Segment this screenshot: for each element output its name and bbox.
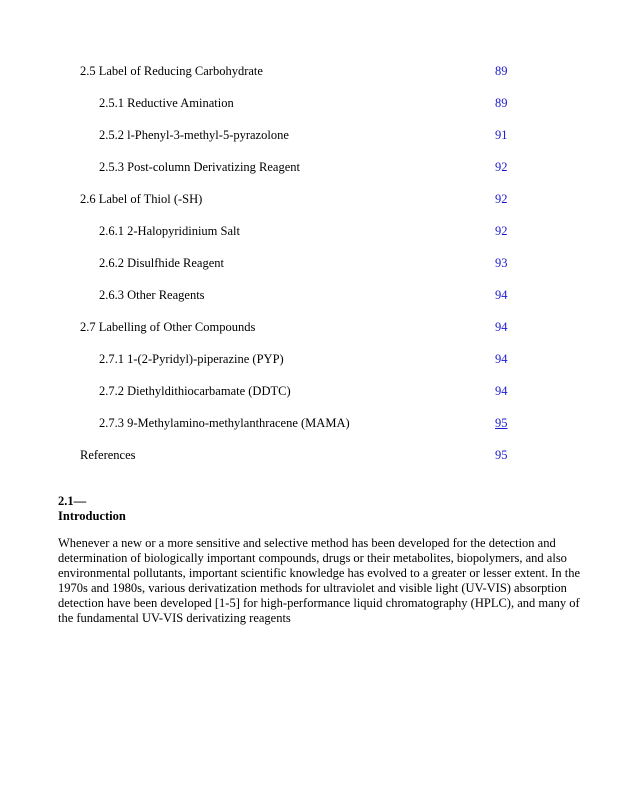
toc-entry-2-5-3 xyxy=(0,157,640,177)
toc-entry-page-link[interactable]: 91 xyxy=(495,128,508,142)
toc-entry-title: 2.7 Labelling of Other Compounds xyxy=(80,320,256,334)
toc-entry-2-7-1 xyxy=(0,349,640,369)
toc-entry-title: References xyxy=(80,448,136,462)
toc-entry-title: 2.7.2 Diethyldithiocarbamate (DDTC) xyxy=(99,384,291,398)
toc-entry-title: 2.6.1 2-Halopyridinium Salt xyxy=(99,224,240,238)
toc-entry-page-link[interactable]: 92 xyxy=(495,192,508,206)
toc-entry-2-5 xyxy=(0,61,640,81)
toc-entry-title: 2.7.3 9-Methylamino-methylanthracene (MAMA) xyxy=(99,416,350,430)
toc-entry-2-5-2 xyxy=(0,125,640,145)
toc-entry-title: 2.6.3 Other Reagents xyxy=(99,288,205,302)
toc-entry-page-link[interactable]: 89 xyxy=(495,96,508,110)
toc-entry-title: 2.6 Label of Thiol (-SH) xyxy=(80,192,203,206)
section-number: 2.1— xyxy=(58,494,87,508)
toc-entry-references xyxy=(0,445,640,465)
toc-entry-page-link[interactable]: 89 xyxy=(495,64,508,78)
toc-entry-page-link[interactable]: 94 xyxy=(495,352,508,366)
toc-entry-title: 2.5.1 Reductive Amination xyxy=(99,96,234,110)
toc-entry-title: 2.5 Label of Reducing Carbohydrate xyxy=(80,64,263,78)
toc-entry-page-link[interactable]: 93 xyxy=(495,256,508,270)
toc-entry-page-link[interactable]: 94 xyxy=(495,320,508,334)
toc-entry-2-7-3 xyxy=(0,413,640,433)
section-title: Introduction xyxy=(58,509,126,523)
toc-entry-2-7-2 xyxy=(0,381,640,401)
toc-entry-2-7 xyxy=(0,317,640,337)
toc-entry-page-link[interactable]: 94 xyxy=(495,384,508,398)
section-body-paragraph: Whenever a new or a more sensitive and selective method has been developed for the detection and determination of biologically important compounds, drugs or their metabolites, biopolymers, and also environmental pollutants, important scientific knowledge has evolved to a greater or lesser extent. In the 1970s and 1980s, various derivatization methods for ultraviolet and visible light (UV-VIS) absorption detection have been developed [1-5] for high-performance liquid chromatography (HPLC), and many of the fundamental UV-VIS derivatizing reagents xyxy=(58,536,581,625)
toc-entry-page-link[interactable]: 95 xyxy=(495,416,508,430)
section-heading xyxy=(58,494,126,524)
toc-entry-page-link[interactable]: 95 xyxy=(495,448,508,462)
toc-entry-2-6 xyxy=(0,189,640,209)
toc-entry-2-6-3 xyxy=(0,285,640,305)
toc-entry-page-link[interactable]: 94 xyxy=(495,288,508,302)
toc-entry-title: 2.5.3 Post-column Derivatizing Reagent xyxy=(99,160,301,174)
toc-entry-title: 2.6.2 Disulfhide Reagent xyxy=(99,256,224,270)
toc-entry-2-6-2 xyxy=(0,253,640,273)
toc-entry-title: 2.5.2 l-Phenyl-3-methyl-5-pyrazolone xyxy=(99,128,289,142)
toc-entry-page-link[interactable]: 92 xyxy=(495,160,508,174)
toc-entry-2-6-1 xyxy=(0,221,640,241)
toc-entry-page-link[interactable]: 92 xyxy=(495,224,508,238)
toc-entry-2-5-1 xyxy=(0,93,640,113)
toc-entry-title: 2.7.1 1-(2-Pyridyl)-piperazine (PYP) xyxy=(99,352,284,366)
